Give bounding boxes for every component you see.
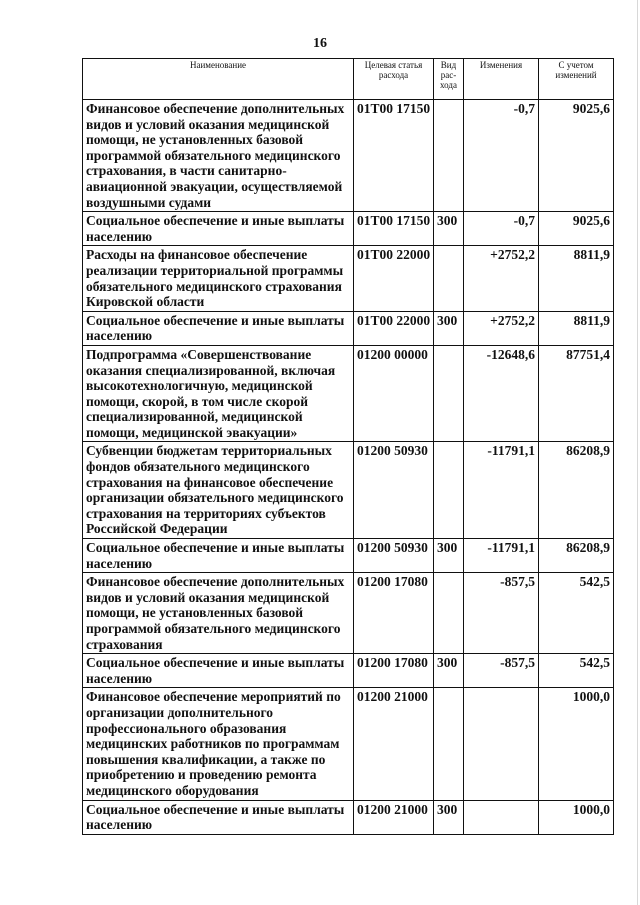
scan-edge-line xyxy=(637,0,638,905)
row-change: +2752,2 xyxy=(464,311,539,345)
row-code: 01200 17080 xyxy=(354,573,434,654)
row-code: 01Т00 17150 xyxy=(354,100,434,212)
table-row xyxy=(83,654,614,688)
row-name: Социальное обеспечение и иные выплаты населению xyxy=(83,311,354,345)
row-kind: 300 xyxy=(434,311,464,345)
row-kind: 300 xyxy=(434,212,464,246)
table-row xyxy=(83,345,614,442)
row-code: 01Т00 17150 xyxy=(354,212,434,246)
table-row xyxy=(83,688,614,800)
row-change: -11791,1 xyxy=(464,442,539,539)
row-kind xyxy=(434,573,464,654)
row-kind xyxy=(434,246,464,311)
row-total: 9025,6 xyxy=(539,100,614,212)
table-row xyxy=(83,539,614,573)
row-code: 01Т00 22000 xyxy=(354,311,434,345)
table-row xyxy=(83,573,614,654)
table-row xyxy=(83,311,614,345)
row-total: 1000,0 xyxy=(539,800,614,834)
page-number: 16 xyxy=(313,36,327,51)
row-kind xyxy=(434,442,464,539)
row-total: 9025,6 xyxy=(539,212,614,246)
table-row xyxy=(83,246,614,311)
row-code: 01200 50930 xyxy=(354,442,434,539)
row-code: 01200 21000 xyxy=(354,800,434,834)
row-code: 01200 17080 xyxy=(354,654,434,688)
table-body xyxy=(83,100,614,835)
row-change: -11791,1 xyxy=(464,539,539,573)
row-change xyxy=(464,800,539,834)
row-change: -857,5 xyxy=(464,573,539,654)
row-total: 1000,0 xyxy=(539,688,614,800)
row-total: 542,5 xyxy=(539,573,614,654)
row-name: Финансовое обеспечение дополнительных видов и условий оказания медицинской помощи, не установленных базовой программой обязательного медицинского страхования, в части санитарно-авиационной эвакуации, осуществляемой воздушными судами xyxy=(83,100,354,212)
budget-table xyxy=(82,58,614,835)
row-name: Субвенции бюджетам территориальных фондов обязательного медицинского страхования на финансовое обеспечение организации обязательного медицинского страхования на территориях субъектов Российской Федерации xyxy=(83,442,354,539)
table-row xyxy=(83,800,614,834)
row-code: 01Т00 22000 xyxy=(354,246,434,311)
row-kind xyxy=(434,345,464,442)
row-change: -0,7 xyxy=(464,100,539,212)
header-row xyxy=(83,59,614,100)
header-kind: Вид рас-хода xyxy=(434,59,464,100)
row-change: -0,7 xyxy=(464,212,539,246)
row-kind xyxy=(434,688,464,800)
table-row xyxy=(83,212,614,246)
table-row xyxy=(83,100,614,212)
row-kind: 300 xyxy=(434,539,464,573)
row-total: 8811,9 xyxy=(539,311,614,345)
row-kind xyxy=(434,100,464,212)
row-name: Социальное обеспечение и иные выплаты населению xyxy=(83,654,354,688)
row-change: -12648,6 xyxy=(464,345,539,442)
row-change xyxy=(464,688,539,800)
row-total: 86208,9 xyxy=(539,442,614,539)
row-code: 01200 00000 xyxy=(354,345,434,442)
header-total: С учетом изменений xyxy=(539,59,614,100)
row-change: +2752,2 xyxy=(464,246,539,311)
row-kind: 300 xyxy=(434,800,464,834)
row-total: 8811,9 xyxy=(539,246,614,311)
table-row xyxy=(83,442,614,539)
row-name: Финансовое обеспечение мероприятий по организации дополнительного профессионального образования медицинских работников по программам повышения квалификации, а также по приобретению и проведению ремонта медицинского оборудования xyxy=(83,688,354,800)
header-name: Наименование xyxy=(83,59,354,100)
row-code: 01200 21000 xyxy=(354,688,434,800)
table-header xyxy=(83,59,614,100)
header-code: Целевая статья расхода xyxy=(354,59,434,100)
row-name: Социальное обеспечение и иные выплаты населению xyxy=(83,539,354,573)
row-name: Расходы на финансовое обеспечение реализации территориальной программы обязательного медицинского страхования Кировской области xyxy=(83,246,354,311)
row-total: 542,5 xyxy=(539,654,614,688)
row-name: Социальное обеспечение и иные выплаты населению xyxy=(83,212,354,246)
row-kind: 300 xyxy=(434,654,464,688)
row-change: -857,5 xyxy=(464,654,539,688)
row-name: Социальное обеспечение и иные выплаты населению xyxy=(83,800,354,834)
row-total: 86208,9 xyxy=(539,539,614,573)
header-change: Изменения xyxy=(464,59,539,100)
row-code: 01200 50930 xyxy=(354,539,434,573)
row-total: 87751,4 xyxy=(539,345,614,442)
row-name: Подпрограмма «Совершенствование оказания специализированной, включая высокотехнологичную, медицинской помощи, скорой, в том числе скорой специализированной, медицинской помощи, медицинской эвакуации» xyxy=(83,345,354,442)
row-name: Финансовое обеспечение дополнительных видов и условий оказания медицинской помощи, не установленных базовой программой обязательного медицинского страхования xyxy=(83,573,354,654)
